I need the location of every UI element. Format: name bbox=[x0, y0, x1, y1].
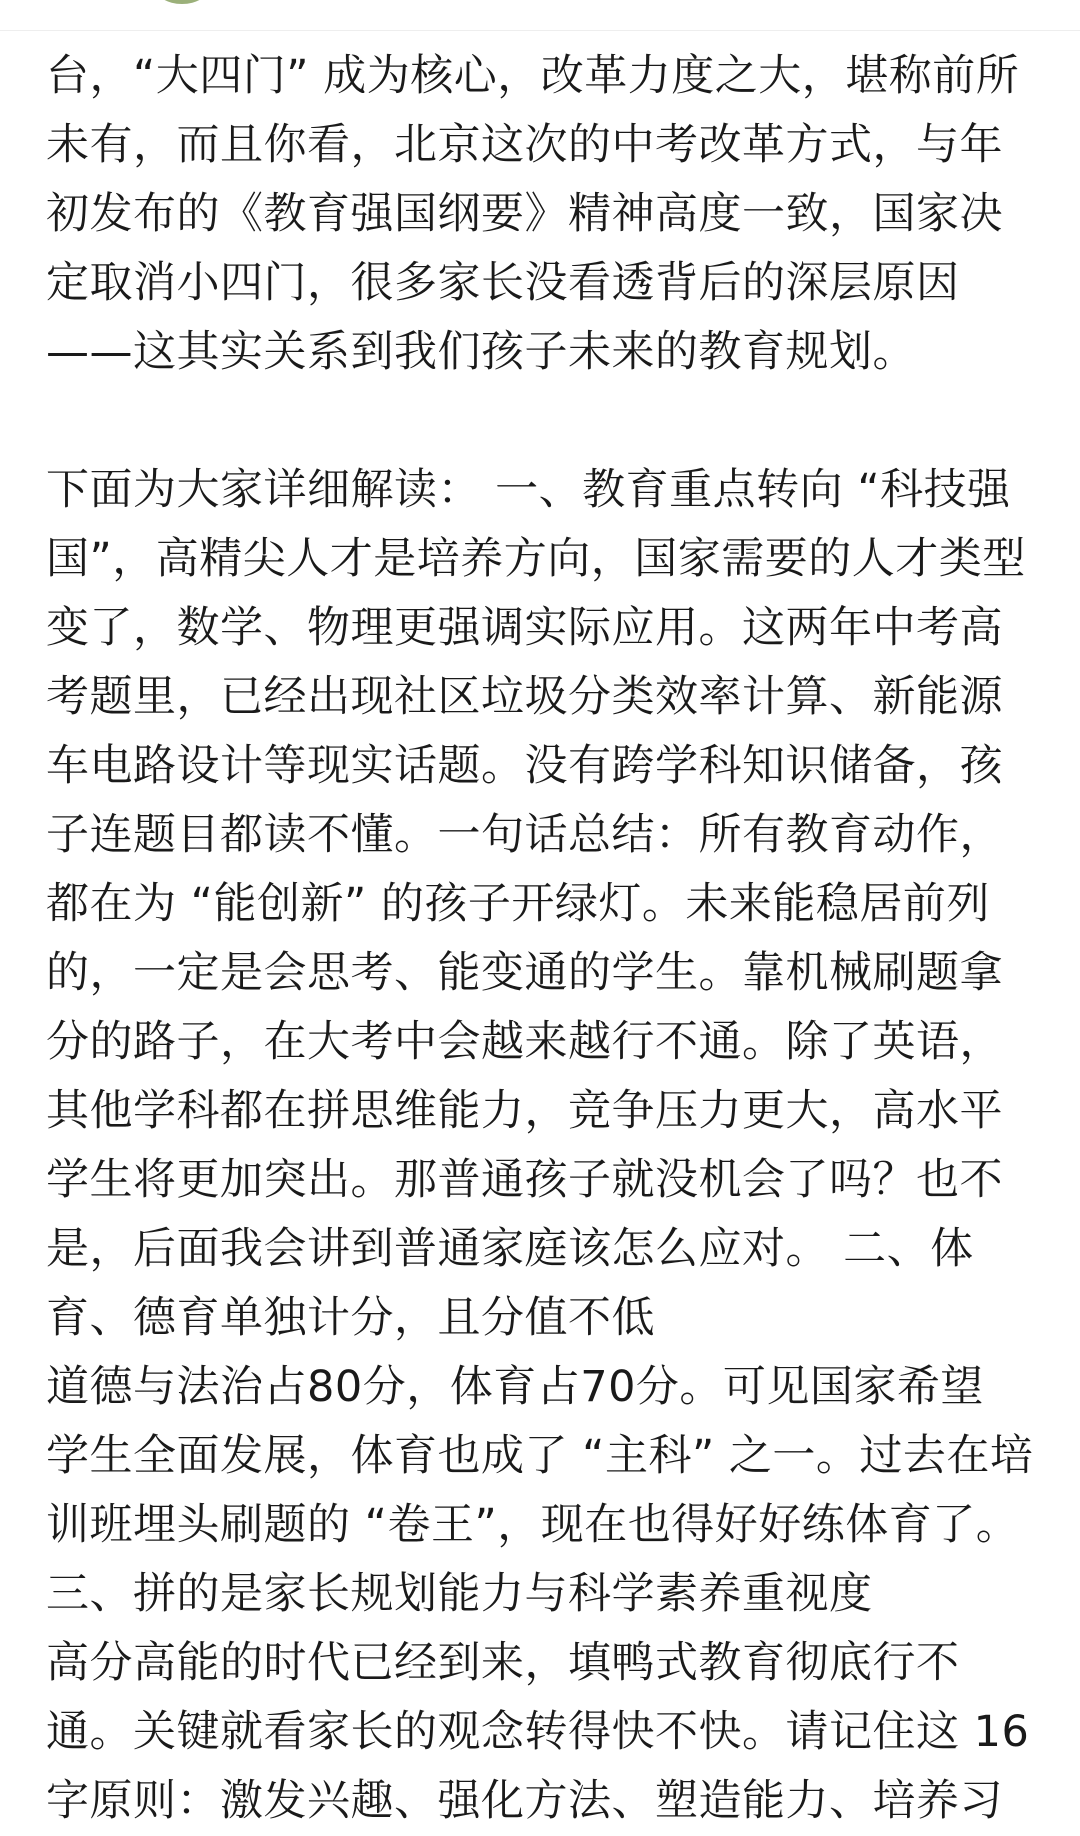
article-line: 道德与法治占80分，体育占70分。可见国家希望 bbox=[46, 1362, 984, 1412]
article-body bbox=[46, 42, 1046, 1836]
article-line: 未有，而且你看，北京这次的中考改革方式，与年 bbox=[46, 120, 1003, 170]
article-line: 是，后面我会讲到普通家庭该怎么应对。 二、体 bbox=[46, 1224, 974, 1274]
article-line: 通。关键就看家长的观念转得快不快。请记住这 16 bbox=[46, 1707, 1030, 1757]
article-line: 变了，数学、物理更强调实际应用。这两年中考高 bbox=[46, 603, 1003, 653]
article-line: 定取消小四门，很多家长没看透背后的深层原因 bbox=[46, 258, 960, 308]
article-line: 育、德育单独计分，且分值不低 bbox=[46, 1293, 655, 1343]
article-line: 三、拼的是家长规划能力与科学素养重视度 bbox=[46, 1569, 873, 1619]
article-line: 学生全面发展，体育也成了 “主科” 之一。过去在培 bbox=[46, 1431, 1034, 1481]
article-line: 的，一定是会思考、能变通的学生。靠机械刷题拿 bbox=[46, 948, 1003, 998]
article-line: 初发布的《教育强国纲要》精神高度一致，国家决 bbox=[46, 189, 1003, 239]
article-line: 字原则：激发兴趣、强化方法、塑造能力、培养习 bbox=[46, 1776, 1003, 1826]
paragraph-spacer bbox=[46, 387, 1046, 456]
article-line: 其他学科都在拼思维能力，竞争压力更大，高水平 bbox=[46, 1086, 1003, 1136]
article-line: 下面为大家详细解读： 一、教育重点转向 “科技强 bbox=[46, 465, 1011, 515]
avatar[interactable] bbox=[155, 0, 209, 4]
article-line: 训班埋头刷题的 “卷王”，现在也得好好练体育了。 bbox=[46, 1500, 1020, 1550]
article-line: 学生将更加突出。那普通孩子就没机会了吗？也不 bbox=[46, 1155, 1003, 1205]
article-line: 车电路设计等现实话题。没有跨学科知识储备，孩 bbox=[46, 741, 1003, 791]
article-line: 子连题目都读不懂。一句话总结：所有教育动作， bbox=[46, 810, 1003, 860]
article-line: 高分高能的时代已经到来，填鸭式教育彻底行不 bbox=[46, 1638, 960, 1688]
article-line: 考题里，已经出现社区垃圾分类效率计算、新能源 bbox=[46, 672, 1003, 722]
top-bar bbox=[0, 0, 1080, 31]
article-line: 分的路子，在大考中会越来越行不通。除了英语， bbox=[46, 1017, 1003, 1067]
article-line: 台，“大四门” 成为核心，改革力度之大，堪称前所 bbox=[46, 51, 1020, 101]
article-line: 都在为 “能创新” 的孩子开绿灯。未来能稳居前列 bbox=[46, 879, 990, 929]
article-line: ——这其实关系到我们孩子未来的教育规划。 bbox=[46, 327, 916, 377]
article-line: 国”，高精尖人才是培养方向，国家需要的人才类型 bbox=[46, 534, 1026, 584]
